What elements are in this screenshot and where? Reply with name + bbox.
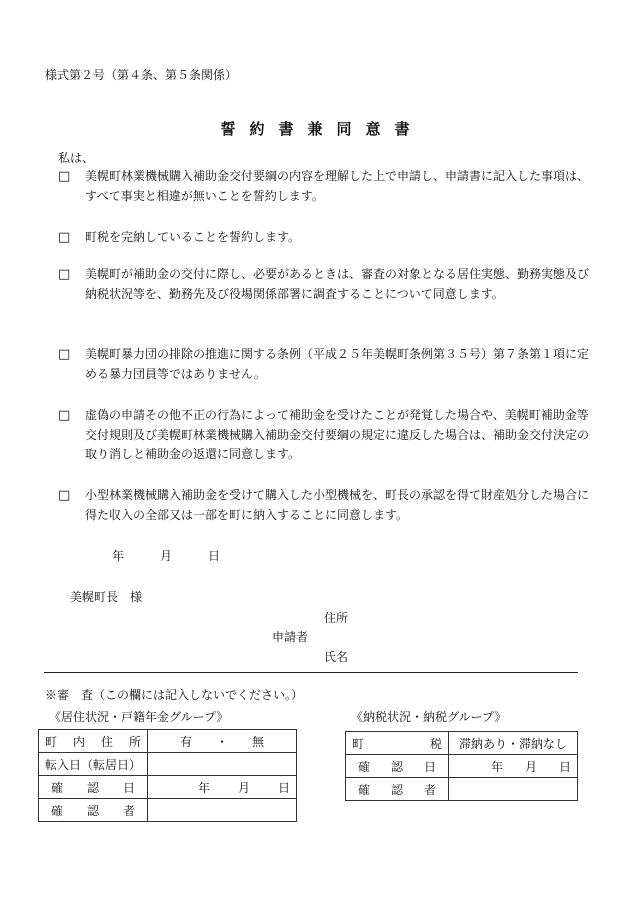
checkbox-icon[interactable]: □ (58, 230, 71, 245)
pledge-text: 町税を完納していることを誓約します。 (85, 230, 301, 244)
table-row (346, 732, 578, 755)
cell-char: 無 (251, 734, 264, 749)
cell-char: 町 (45, 734, 58, 749)
residence-group-heading: 《居住状況・戸籍年金グループ》 (49, 710, 229, 724)
cell-char: 日 (423, 759, 436, 774)
table-cell[interactable] (148, 753, 297, 776)
table-cell[interactable] (148, 776, 297, 799)
table-cell[interactable]: 滞納あり・滞納なし (449, 732, 578, 755)
cell-char: 認 (390, 782, 403, 797)
pledge-item-1 (58, 167, 598, 206)
address-label: 住所 (324, 611, 349, 625)
table-cell: 転入日（転居日） (39, 753, 148, 776)
pledge-item-6 (58, 486, 598, 525)
date-month: 月 (160, 549, 173, 563)
table-row (39, 776, 297, 799)
cell-char: 月 (238, 780, 251, 795)
table-cell[interactable] (449, 778, 578, 801)
pledge-item-5 (58, 406, 598, 465)
cell-char: 所 (129, 734, 142, 749)
cell-char: 税 (429, 736, 442, 751)
cell-char: 内 (73, 734, 86, 749)
cell-char: 認 (390, 759, 403, 774)
pledge-item-4 (58, 345, 598, 384)
pledge-text: 美幌町が補助金の交付に際し、必要があるときは、審査の対象となる居住実態、勤務実態及び納税状況等を、勤務先及び役場関係部署に調査することについて同意します。 (85, 267, 590, 301)
cell-char: 月 (524, 759, 537, 774)
checkbox-icon[interactable]: □ (58, 408, 71, 423)
checkbox-icon[interactable]: □ (58, 347, 71, 362)
checkbox-icon[interactable]: □ (58, 169, 71, 184)
document-title: 誓約書兼同意書 (220, 120, 424, 138)
residence-check-table (38, 729, 297, 822)
name-label: 氏名 (324, 650, 349, 664)
intro-text: 私は、 (58, 151, 95, 165)
cell-char: ・ (216, 734, 229, 749)
cell-char: 確 (51, 803, 64, 818)
cell-char: 日 (277, 780, 290, 795)
pledge-text: 虚偽の申請その他不正の行為によって補助金を受けたことが発覚した場合や、美幌町補助金等交付規則及び美幌町林業機械購入補助金交付要綱の規定に違反した場合は、補助金交付決定の取り消しと補助金の返還に同意します。 (85, 408, 590, 461)
cell-char: 者 (423, 782, 436, 797)
checkbox-icon[interactable]: □ (58, 488, 71, 503)
tax-check-table (345, 731, 578, 801)
table-cell (39, 730, 148, 753)
form-number: 様式第２号（第４条、第５条関係） (45, 68, 238, 82)
applicant-label: 申請者 (272, 630, 309, 644)
table-row (346, 755, 578, 778)
cell-char: 日 (123, 780, 136, 795)
cell-char: 認 (87, 803, 100, 818)
tax-group-heading: 《納税状況・納税グループ》 (351, 710, 507, 724)
cell-char: 確 (51, 780, 64, 795)
table-row (39, 753, 297, 776)
cell-char: 者 (123, 803, 136, 818)
table-cell (39, 776, 148, 799)
table-row (346, 778, 578, 801)
table-row (39, 730, 297, 753)
pledge-text: 小型林業機械購入補助金を受けて購入した小型機械を、町長の承認を得て財産処分した場合に得た収入の全部又は一部を町に納入することに同意します。 (85, 488, 590, 522)
cell-char: 住 (101, 734, 114, 749)
separator-line (44, 672, 578, 673)
pledge-text: 美幌町暴力団の排除の推進に関する条例（平成２５年美幌町条例第３５号）第７条第１項に定める暴力団員等ではありません。 (85, 347, 590, 381)
review-note: ※審 査（この欄には記入しないでください。） (45, 688, 304, 702)
table-cell (346, 755, 449, 778)
date-day: 日 (208, 549, 221, 563)
table-row (39, 799, 297, 822)
table-cell[interactable] (148, 799, 297, 822)
table-cell (39, 799, 148, 822)
cell-char: 認 (87, 780, 100, 795)
checkbox-icon[interactable]: □ (58, 267, 71, 282)
pledge-item-2 (58, 228, 598, 248)
table-cell (346, 732, 449, 755)
cell-char: 年 (198, 780, 211, 795)
cell-char: 有 (180, 734, 193, 749)
cell-char: 確 (358, 759, 371, 774)
cell-char: 町 (352, 736, 365, 751)
date-line (112, 547, 220, 564)
addressee: 美幌町長 様 (70, 590, 143, 604)
pledge-item-3 (58, 265, 598, 304)
pledge-text: 美幌町林業機械購入補助金交付要綱の内容を理解した上で申請し、申請書に記入した事項は、すべて事実と相違が無いことを誓約します。 (85, 169, 590, 203)
table-cell[interactable] (148, 730, 297, 753)
table-cell[interactable] (449, 755, 578, 778)
date-year: 年 (112, 549, 125, 563)
cell-char: 確 (358, 782, 371, 797)
cell-char: 日 (558, 759, 571, 774)
cell-char: 年 (491, 759, 504, 774)
table-cell (346, 778, 449, 801)
